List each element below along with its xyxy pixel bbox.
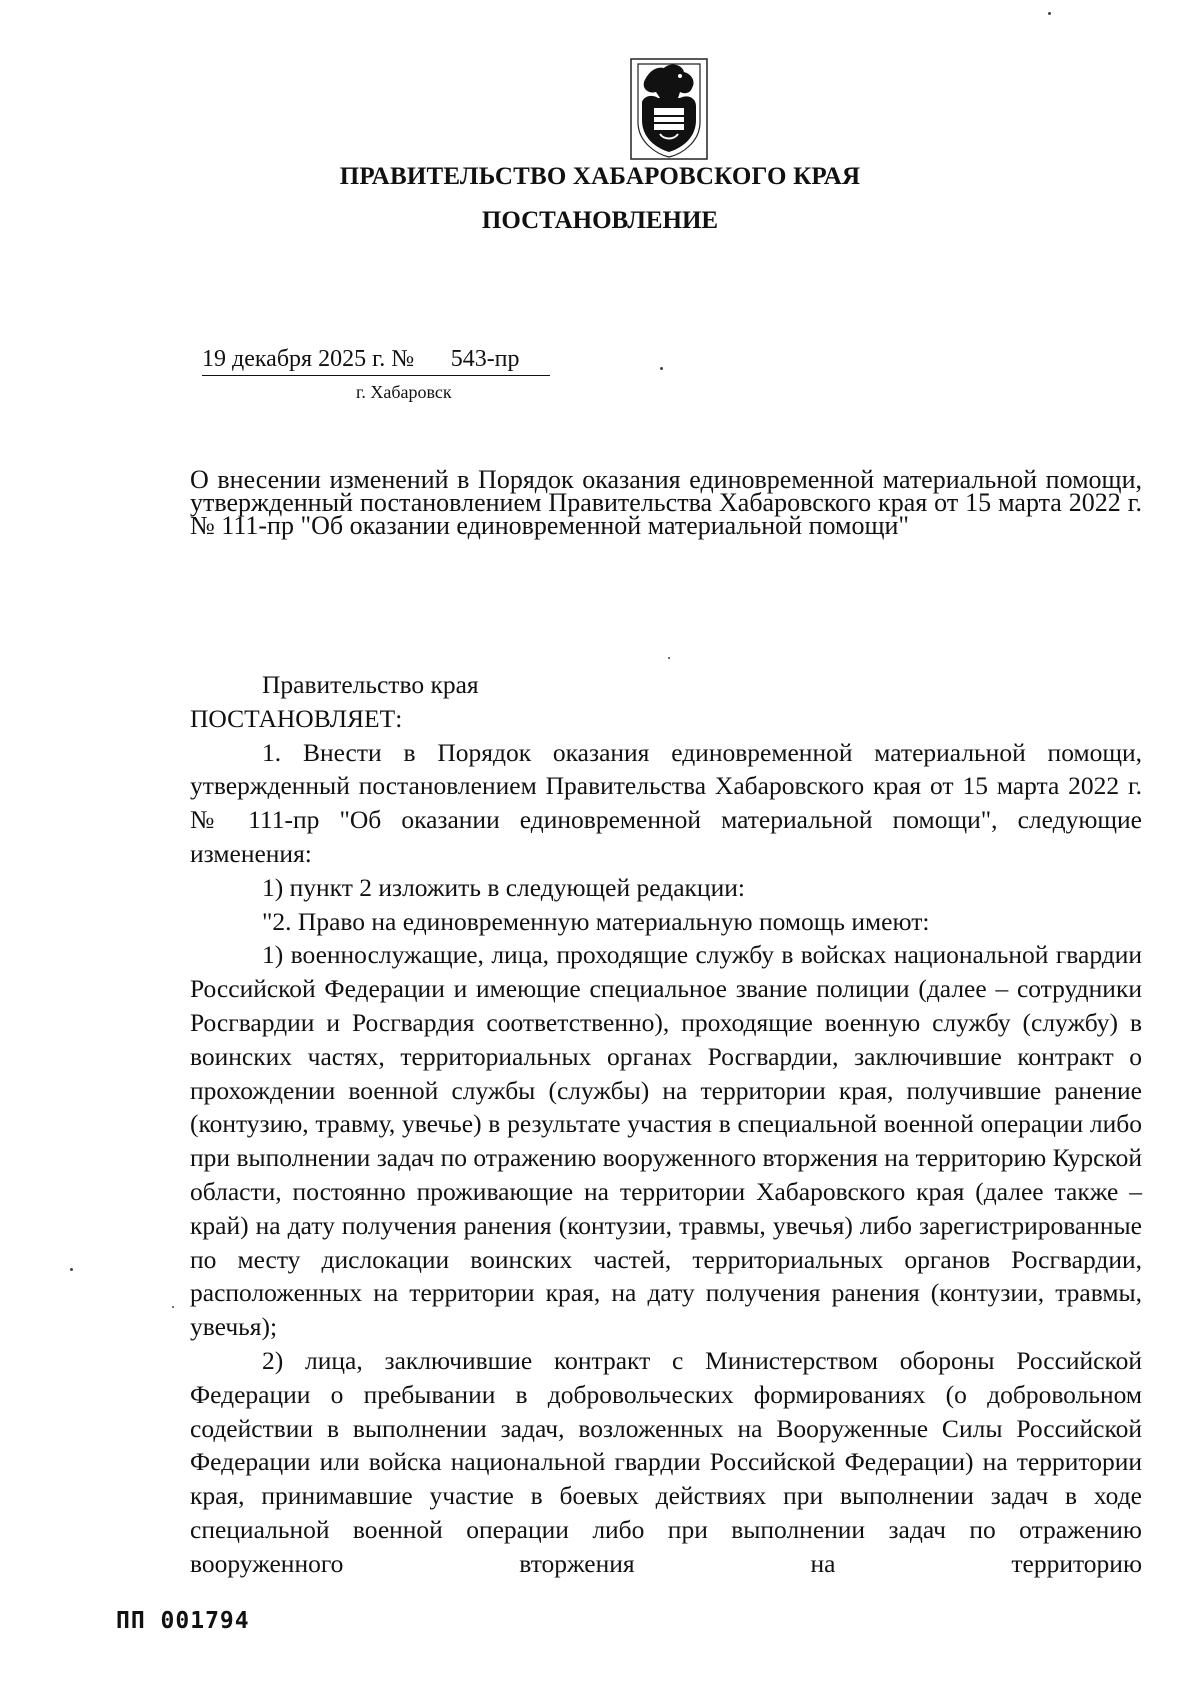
document-city: г. Хабаровск: [356, 382, 452, 402]
document-date: 19 декабря 2025 г.: [202, 346, 386, 372]
body-paragraph: "2. Право на единовременную материальную помощь имеют:: [262, 906, 930, 936]
body-paragraph: 2) лица, заключившие контракт с Министерством обороны Российской Федерации о пребывании в добровольческих формированиях (о добровольном содействии в выполнении задач, возложенных на Вооруженные Силы Российской Федерации или войска национальной гвардии Российской Федерации) на территории края, принимавшие участие в боевых действиях при выполнении задач в ходе специальной военной операции либо при выполнении задач по отражению вооруженного вторжения на территорию: [190, 1345, 1142, 1578]
scan-speck: [172, 1306, 174, 1308]
scan-speck: [668, 657, 670, 659]
number-sign: №: [391, 346, 415, 372]
scan-speck: [1048, 12, 1051, 15]
body-paragraph: 1. Внести в Порядок оказания единовременной материальной помощи, утвержденный постановлением Правительства Хабаровского края от 15 марта 2022 г. № 111-пр "Об оказании единовременной материальной помощи", следующие изменения:: [190, 737, 1142, 868]
date-number-line: [202, 346, 550, 376]
scan-speck: [70, 1268, 73, 1271]
preamble-line-1: Правительство края: [262, 670, 479, 699]
body-paragraph: 1) военнослужащие, лица, проходящие службу в войсках национальной гвардии Российской Федерации и имеющие специальное звание полиции (далее – сотрудники Росгвардии и Росгвардия соответственно), проходящие военную службу (службу) в воинских частях, территориальных органах Росгвардии, заключившие контракт о прохождении военной службы (службы) на территории края, получившие ранение (контузию, травму, увечье) в результате участия в специальной военной операции либо при выполнении задач по отражению вооруженного вторжения на территорию Курской области, постоянно проживающие на территории Хабаровского края (далее также – край) на дату получения ранения (контузии, травмы, увечья) либо зарегистрированные по месту дислокации воинских частей, территориальных органов Росгвардии, расположенных на территории края, на дату получения ранения (контузии, травмы, увечья);: [190, 940, 1142, 1342]
document-type: ПОСТАНОВЛЕНИЕ: [481, 207, 719, 234]
coat-of-arms-icon: [630, 58, 708, 160]
document-body: [190, 668, 1142, 1581]
scan-speck: [660, 367, 663, 370]
preamble-line-2: ПОСТАНОВЛЯЕТ:: [190, 703, 403, 733]
government-title: ПРАВИТЕЛЬСТВО ХАБАРОВСКОГО КРАЯ: [339, 163, 861, 190]
document-subject: О внесении изменений в Порядок оказания единовременной материальной помощи, утвержденный постановлением Правительства Хабаровского края от 15 марта 2022 г. № 111-пр "Об оказании единовременной материальной помощи": [190, 465, 1142, 540]
form-code: ПП 001794: [116, 1608, 250, 1634]
document-number: 543-пр: [450, 346, 520, 372]
body-paragraph: 1) пункт 2 изложить в следующей редакции:: [262, 872, 745, 902]
